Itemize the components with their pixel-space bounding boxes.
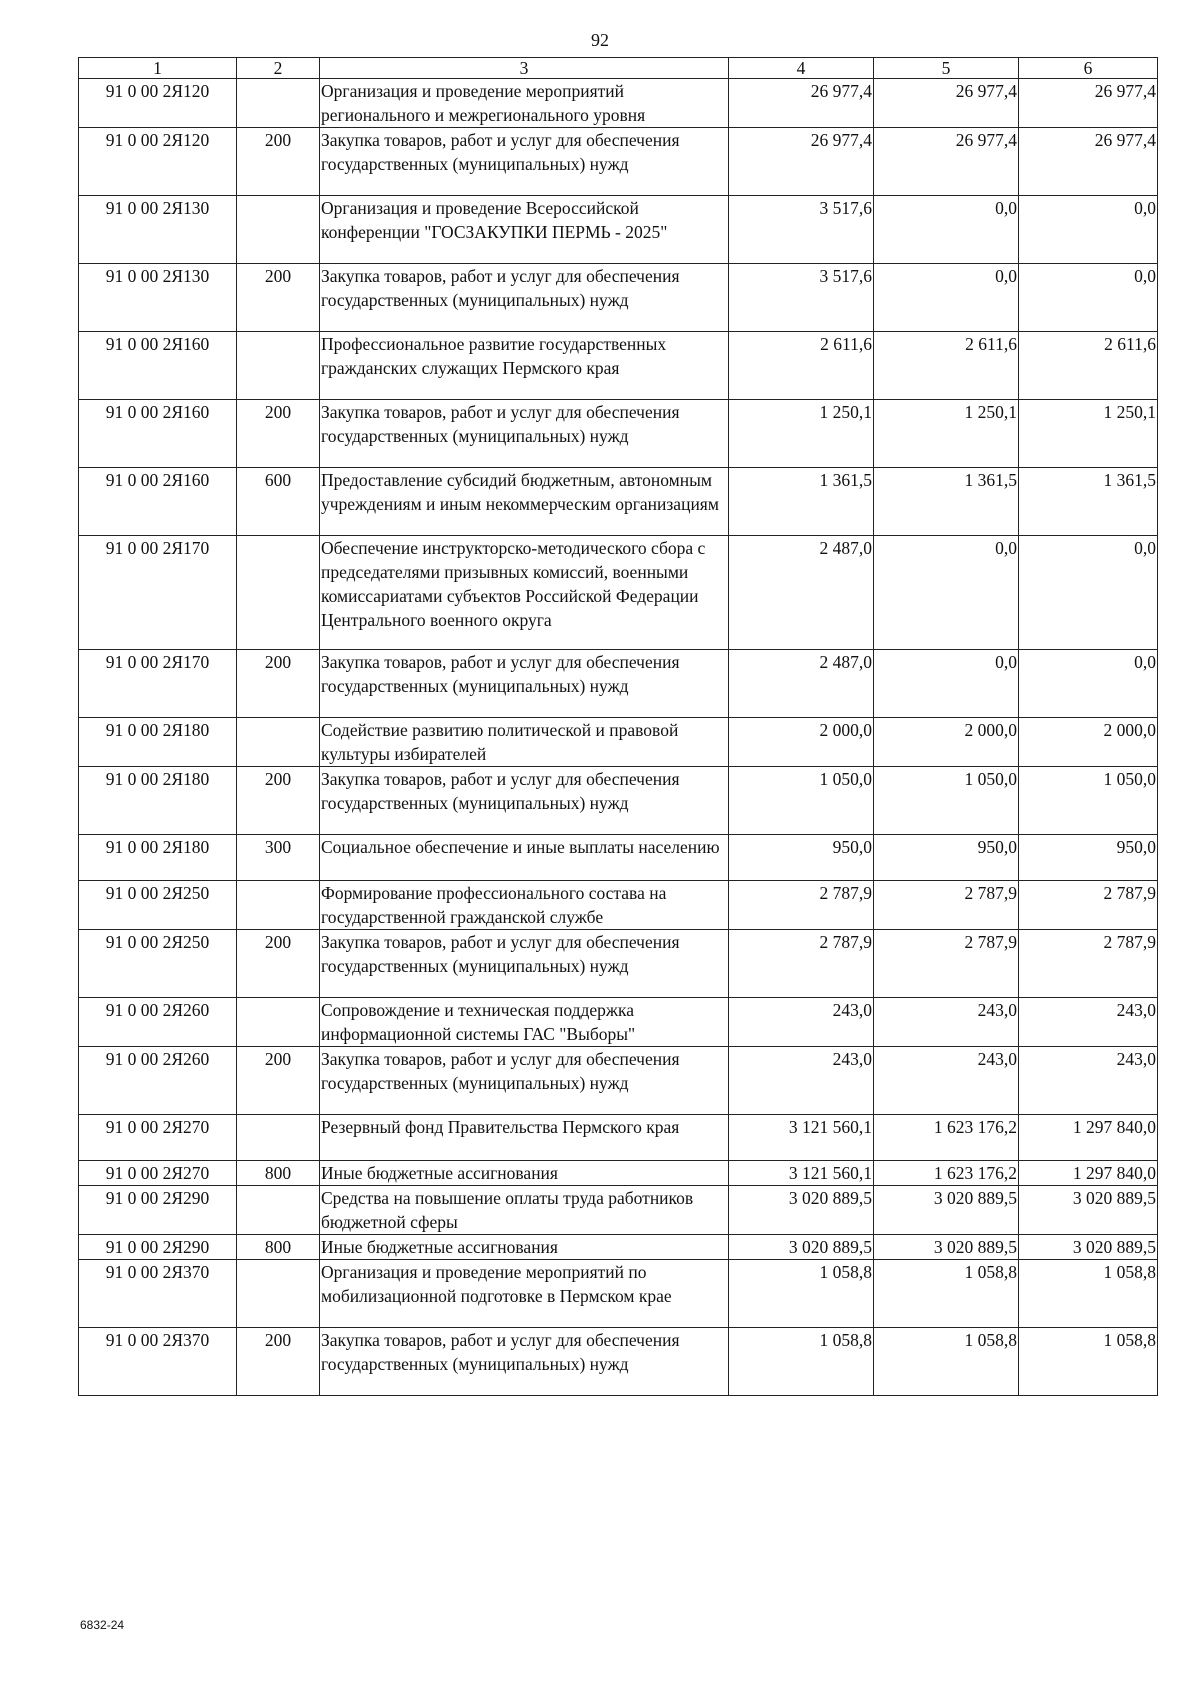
cell-code: 91 0 00 2Я250 (79, 930, 237, 998)
cell-amount-col4: 243,0 (729, 1047, 874, 1115)
cell-code: 91 0 00 2Я180 (79, 767, 237, 835)
cell-amount-col5: 2 787,9 (874, 930, 1019, 998)
cell-amount-col6: 1 297 840,0 (1019, 1161, 1158, 1186)
cell-amount-col6: 3 020 889,5 (1019, 1186, 1158, 1235)
table-row (79, 1260, 1158, 1328)
cell-code: 91 0 00 2Я120 (79, 79, 237, 128)
cell-amount-col6: 2 787,9 (1019, 881, 1158, 930)
cell-code: 91 0 00 2Я160 (79, 332, 237, 400)
cell-code: 91 0 00 2Я260 (79, 1047, 237, 1115)
cell-name: Закупка товаров, работ и услуг для обеспечения государственных (муниципальных) нужд (320, 767, 729, 835)
cell-expense-type: 800 (237, 1161, 320, 1186)
cell-amount-col5: 0,0 (874, 196, 1019, 264)
cell-amount-col5: 0,0 (874, 536, 1019, 650)
cell-expense-type (237, 1115, 320, 1161)
cell-code: 91 0 00 2Я120 (79, 128, 237, 196)
cell-expense-type (237, 998, 320, 1047)
cell-code: 91 0 00 2Я290 (79, 1235, 237, 1260)
cell-amount-col4: 2 787,9 (729, 881, 874, 930)
cell-expense-type (237, 881, 320, 930)
cell-expense-type: 600 (237, 468, 320, 536)
table-row (79, 332, 1158, 400)
column-header: 4 (729, 58, 874, 79)
table-row (79, 767, 1158, 835)
table-row (79, 196, 1158, 264)
cell-code: 91 0 00 2Я270 (79, 1161, 237, 1186)
cell-amount-col4: 1 361,5 (729, 468, 874, 536)
cell-amount-col4: 2 611,6 (729, 332, 874, 400)
cell-expense-type (237, 1186, 320, 1235)
table-body (79, 79, 1158, 1396)
cell-amount-col5: 1 623 176,2 (874, 1115, 1019, 1161)
cell-amount-col5: 1 250,1 (874, 400, 1019, 468)
cell-expense-type: 200 (237, 650, 320, 718)
cell-amount-col5: 1 058,8 (874, 1260, 1019, 1328)
cell-name: Организация и проведение мероприятий регионального и межрегионального уровня (320, 79, 729, 128)
cell-code: 91 0 00 2Я290 (79, 1186, 237, 1235)
cell-amount-col6: 1 361,5 (1019, 468, 1158, 536)
cell-amount-col4: 3 020 889,5 (729, 1186, 874, 1235)
cell-name: Профессиональное развитие государственных гражданских служащих Пермского края (320, 332, 729, 400)
cell-amount-col4: 3 020 889,5 (729, 1235, 874, 1260)
budget-table (78, 57, 1158, 1396)
cell-name: Закупка товаров, работ и услуг для обеспечения государственных (муниципальных) нужд (320, 1047, 729, 1115)
table-row (79, 468, 1158, 536)
cell-amount-col4: 3 121 560,1 (729, 1115, 874, 1161)
table-row (79, 400, 1158, 468)
cell-name: Средства на повышение оплаты труда работников бюджетной сферы (320, 1186, 729, 1235)
column-header: 2 (237, 58, 320, 79)
cell-amount-col5: 26 977,4 (874, 128, 1019, 196)
cell-amount-col4: 1 050,0 (729, 767, 874, 835)
cell-expense-type: 200 (237, 264, 320, 332)
cell-amount-col5: 2 000,0 (874, 718, 1019, 767)
cell-expense-type (237, 79, 320, 128)
cell-amount-col5: 0,0 (874, 264, 1019, 332)
cell-amount-col6: 0,0 (1019, 650, 1158, 718)
cell-expense-type: 800 (237, 1235, 320, 1260)
table-row (79, 1161, 1158, 1186)
cell-amount-col6: 1 250,1 (1019, 400, 1158, 468)
cell-name: Социальное обеспечение и иные выплаты населению (320, 835, 729, 881)
cell-code: 91 0 00 2Я370 (79, 1328, 237, 1396)
cell-amount-col5: 1 623 176,2 (874, 1161, 1019, 1186)
cell-expense-type: 200 (237, 128, 320, 196)
document-code: 6832-24 (80, 1618, 125, 1632)
cell-expense-type (237, 1260, 320, 1328)
cell-amount-col4: 1 250,1 (729, 400, 874, 468)
cell-name: Содействие развитию политической и правовой культуры избирателей (320, 718, 729, 767)
cell-expense-type: 300 (237, 835, 320, 881)
cell-amount-col4: 3 517,6 (729, 196, 874, 264)
cell-amount-col5: 1 050,0 (874, 767, 1019, 835)
cell-code: 91 0 00 2Я130 (79, 264, 237, 332)
cell-code: 91 0 00 2Я160 (79, 400, 237, 468)
cell-name: Сопровождение и техническая поддержка информационной системы ГАС "Выборы" (320, 998, 729, 1047)
cell-amount-col5: 3 020 889,5 (874, 1235, 1019, 1260)
cell-amount-col5: 950,0 (874, 835, 1019, 881)
cell-name: Закупка товаров, работ и услуг для обеспечения государственных (муниципальных) нужд (320, 400, 729, 468)
cell-amount-col6: 2 611,6 (1019, 332, 1158, 400)
cell-amount-col4: 3 517,6 (729, 264, 874, 332)
cell-amount-col4: 1 058,8 (729, 1328, 874, 1396)
column-header: 5 (874, 58, 1019, 79)
table-row (79, 1235, 1158, 1260)
cell-amount-col6: 2 787,9 (1019, 930, 1158, 998)
cell-expense-type (237, 196, 320, 264)
cell-amount-col5: 26 977,4 (874, 79, 1019, 128)
column-header: 6 (1019, 58, 1158, 79)
cell-amount-col4: 26 977,4 (729, 79, 874, 128)
cell-amount-col6: 1 058,8 (1019, 1260, 1158, 1328)
cell-name: Формирование профессионального состава на государственной гражданской службе (320, 881, 729, 930)
cell-expense-type: 200 (237, 400, 320, 468)
table-row (79, 930, 1158, 998)
cell-amount-col6: 26 977,4 (1019, 79, 1158, 128)
cell-amount-col4: 2 487,0 (729, 536, 874, 650)
cell-code: 91 0 00 2Я180 (79, 718, 237, 767)
table-header (79, 58, 1158, 79)
cell-name: Закупка товаров, работ и услуг для обеспечения государственных (муниципальных) нужд (320, 930, 729, 998)
cell-name: Организация и проведение Всероссийской конференции "ГОСЗАКУПКИ ПЕРМЬ - 2025" (320, 196, 729, 264)
cell-amount-col6: 243,0 (1019, 1047, 1158, 1115)
table-row (79, 1115, 1158, 1161)
table-row (79, 1186, 1158, 1235)
cell-amount-col5: 3 020 889,5 (874, 1186, 1019, 1235)
cell-amount-col6: 950,0 (1019, 835, 1158, 881)
cell-code: 91 0 00 2Я260 (79, 998, 237, 1047)
cell-amount-col4: 2 487,0 (729, 650, 874, 718)
table-row (79, 1328, 1158, 1396)
cell-code: 91 0 00 2Я130 (79, 196, 237, 264)
column-header: 1 (79, 58, 237, 79)
table-row (79, 998, 1158, 1047)
cell-amount-col4: 1 058,8 (729, 1260, 874, 1328)
table-row (79, 536, 1158, 650)
column-header: 3 (320, 58, 729, 79)
cell-amount-col4: 950,0 (729, 835, 874, 881)
cell-code: 91 0 00 2Я250 (79, 881, 237, 930)
cell-code: 91 0 00 2Я370 (79, 1260, 237, 1328)
cell-name: Иные бюджетные ассигнования (320, 1161, 729, 1186)
table-row (79, 128, 1158, 196)
cell-amount-col6: 0,0 (1019, 264, 1158, 332)
cell-name: Закупка товаров, работ и услуг для обеспечения государственных (муниципальных) нужд (320, 1328, 729, 1396)
cell-expense-type: 200 (237, 1328, 320, 1396)
cell-amount-col5: 2 787,9 (874, 881, 1019, 930)
cell-code: 91 0 00 2Я170 (79, 536, 237, 650)
table-row (79, 835, 1158, 881)
cell-amount-col6: 243,0 (1019, 998, 1158, 1047)
cell-expense-type: 200 (237, 1047, 320, 1115)
cell-amount-col6: 0,0 (1019, 536, 1158, 650)
cell-amount-col4: 2 000,0 (729, 718, 874, 767)
cell-name: Резервный фонд Правительства Пермского края (320, 1115, 729, 1161)
cell-amount-col5: 243,0 (874, 1047, 1019, 1115)
cell-amount-col4: 26 977,4 (729, 128, 874, 196)
cell-amount-col6: 1 050,0 (1019, 767, 1158, 835)
cell-amount-col6: 1 058,8 (1019, 1328, 1158, 1396)
cell-amount-col6: 1 297 840,0 (1019, 1115, 1158, 1161)
cell-expense-type (237, 536, 320, 650)
page-number: 92 (591, 30, 609, 50)
cell-amount-col5: 243,0 (874, 998, 1019, 1047)
cell-name: Закупка товаров, работ и услуг для обеспечения государственных (муниципальных) нужд (320, 650, 729, 718)
cell-name: Закупка товаров, работ и услуг для обеспечения государственных (муниципальных) нужд (320, 264, 729, 332)
cell-name: Иные бюджетные ассигнования (320, 1235, 729, 1260)
cell-amount-col6: 0,0 (1019, 196, 1158, 264)
cell-amount-col4: 3 121 560,1 (729, 1161, 874, 1186)
cell-amount-col4: 2 787,9 (729, 930, 874, 998)
cell-amount-col5: 0,0 (874, 650, 1019, 718)
cell-expense-type: 200 (237, 930, 320, 998)
cell-expense-type (237, 718, 320, 767)
cell-expense-type: 200 (237, 767, 320, 835)
cell-name: Закупка товаров, работ и услуг для обеспечения государственных (муниципальных) нужд (320, 128, 729, 196)
cell-expense-type (237, 332, 320, 400)
cell-code: 91 0 00 2Я160 (79, 468, 237, 536)
cell-name: Предоставление субсидий бюджетным, автономным учреждениям и иным некоммерческим организациям (320, 468, 729, 536)
table-row (79, 650, 1158, 718)
cell-amount-col4: 243,0 (729, 998, 874, 1047)
table-row (79, 1047, 1158, 1115)
cell-amount-col6: 2 000,0 (1019, 718, 1158, 767)
cell-code: 91 0 00 2Я180 (79, 835, 237, 881)
table-row (79, 264, 1158, 332)
cell-amount-col6: 3 020 889,5 (1019, 1235, 1158, 1260)
cell-code: 91 0 00 2Я270 (79, 1115, 237, 1161)
cell-name: Организация и проведение мероприятий по мобилизационной подготовке в Пермском крае (320, 1260, 729, 1328)
table-row (79, 718, 1158, 767)
cell-amount-col5: 2 611,6 (874, 332, 1019, 400)
cell-name: Обеспечение инструкторско-методического сбора с председателями призывных комиссий, военными комиссариатами субъектов Российской Федерации Центрального военного округа (320, 536, 729, 650)
cell-code: 91 0 00 2Я170 (79, 650, 237, 718)
cell-amount-col6: 26 977,4 (1019, 128, 1158, 196)
cell-amount-col5: 1 058,8 (874, 1328, 1019, 1396)
table-row (79, 881, 1158, 930)
cell-amount-col5: 1 361,5 (874, 468, 1019, 536)
table-row (79, 79, 1158, 128)
header-row (79, 58, 1158, 79)
